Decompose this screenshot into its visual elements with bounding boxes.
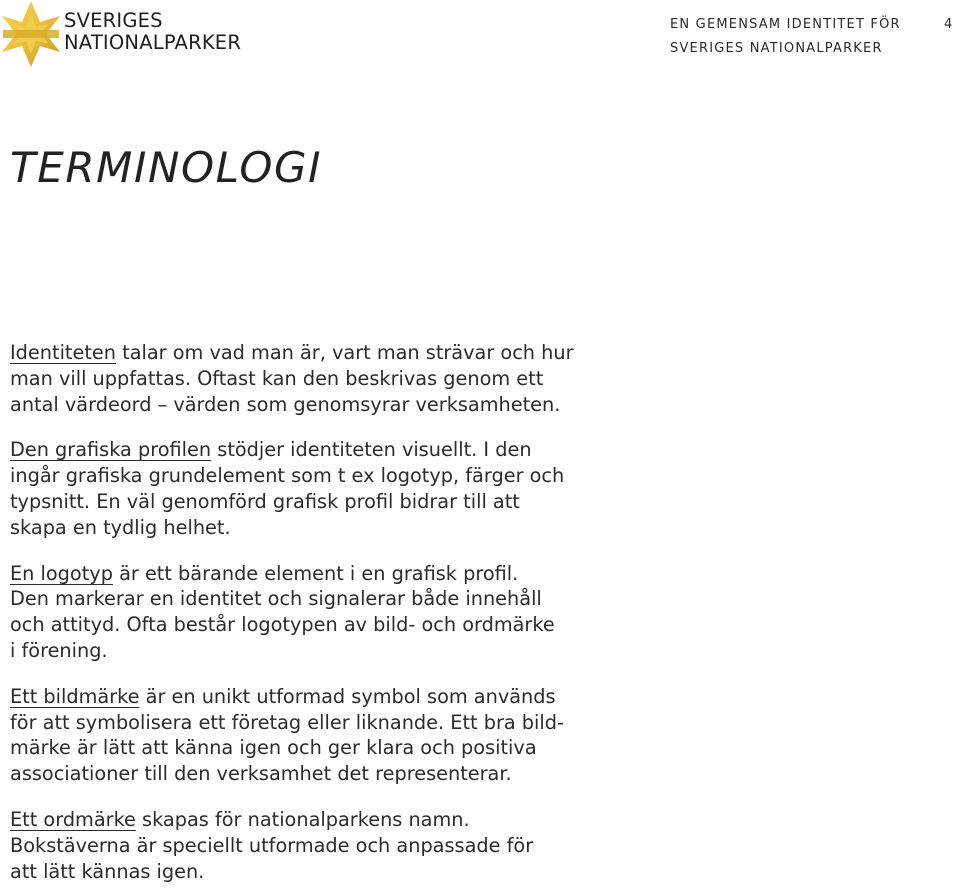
text-line: skapas för nationalparkens namn. xyxy=(135,807,470,831)
paragraph-logotyp xyxy=(10,561,650,664)
paragraph-identitet xyxy=(10,340,650,417)
terminology-content xyxy=(10,340,650,884)
text-line: associationer till den verksamhet det representerar. xyxy=(10,762,512,786)
paragraph-bildmarke xyxy=(10,684,650,787)
term-logotyp: En logotyp xyxy=(10,561,113,585)
text-line: för att symbolisera ett företag eller liknande. Ett bra bild- xyxy=(10,710,564,734)
text-line: Bokstäverna är speciellt utformade och anpassade för xyxy=(10,833,534,857)
text-line: ingår grafiska grundelement som t ex logotyp, färger och xyxy=(10,464,565,488)
text-line: antal värdeord – värden som genomsyrar verksamheten. xyxy=(10,392,561,416)
paragraph-ordmarke xyxy=(10,807,650,884)
text-line: märke är lätt att känna igen och ger klara och positiva xyxy=(10,736,537,760)
text-line: skapa en tydlig helhet. xyxy=(10,515,231,539)
text-line: att lätt kännas igen. xyxy=(10,859,205,883)
logo-line-1: SVERIGES xyxy=(64,9,163,32)
logo-line-2: NATIONALPARKER xyxy=(64,31,242,54)
subtitle-line-2: SVERIGES NATIONALPARKER xyxy=(670,41,883,56)
text-line: är ett bärande element i en grafisk profil. xyxy=(112,561,519,585)
subtitle-line-1: EN GEMENSAM IDENTITET FÖR xyxy=(670,17,901,32)
term-ordmarke: Ett ordmärke xyxy=(10,807,136,831)
term-identiteten: Identiteten xyxy=(10,341,116,364)
text-line: typsnitt. En väl genomförd grafisk profil bidrar till att xyxy=(10,489,520,513)
star-logo-icon xyxy=(0,0,62,68)
page-number: 4 xyxy=(944,17,953,32)
text-line: och attityd. Ofta består logotypen av bild- och ordmärke xyxy=(10,613,555,637)
logo-wordmark xyxy=(64,10,241,54)
text-line: man vill uppfattas. Oftast kan den beskrivas genom ett xyxy=(10,366,544,390)
sveriges-nationalparker-logo xyxy=(0,0,250,70)
text-line: talar om vad man är, vart man strävar och hur xyxy=(116,341,574,364)
text-line: är en unikt utformad symbol som används xyxy=(139,684,556,708)
term-grafiska-profilen: Den grafiska profilen xyxy=(10,438,212,462)
document-subtitle xyxy=(670,13,901,61)
text-line: stödjer identiteten visuellt. I den xyxy=(211,438,532,462)
page-title: TERMINOLOGI xyxy=(10,143,323,192)
paragraph-grafiska-profilen xyxy=(10,437,650,540)
text-line: i förening. xyxy=(10,638,108,662)
term-bildmarke: Ett bildmärke xyxy=(10,684,140,708)
text-line: Den markerar en identitet och signalerar både innehåll xyxy=(10,587,542,611)
